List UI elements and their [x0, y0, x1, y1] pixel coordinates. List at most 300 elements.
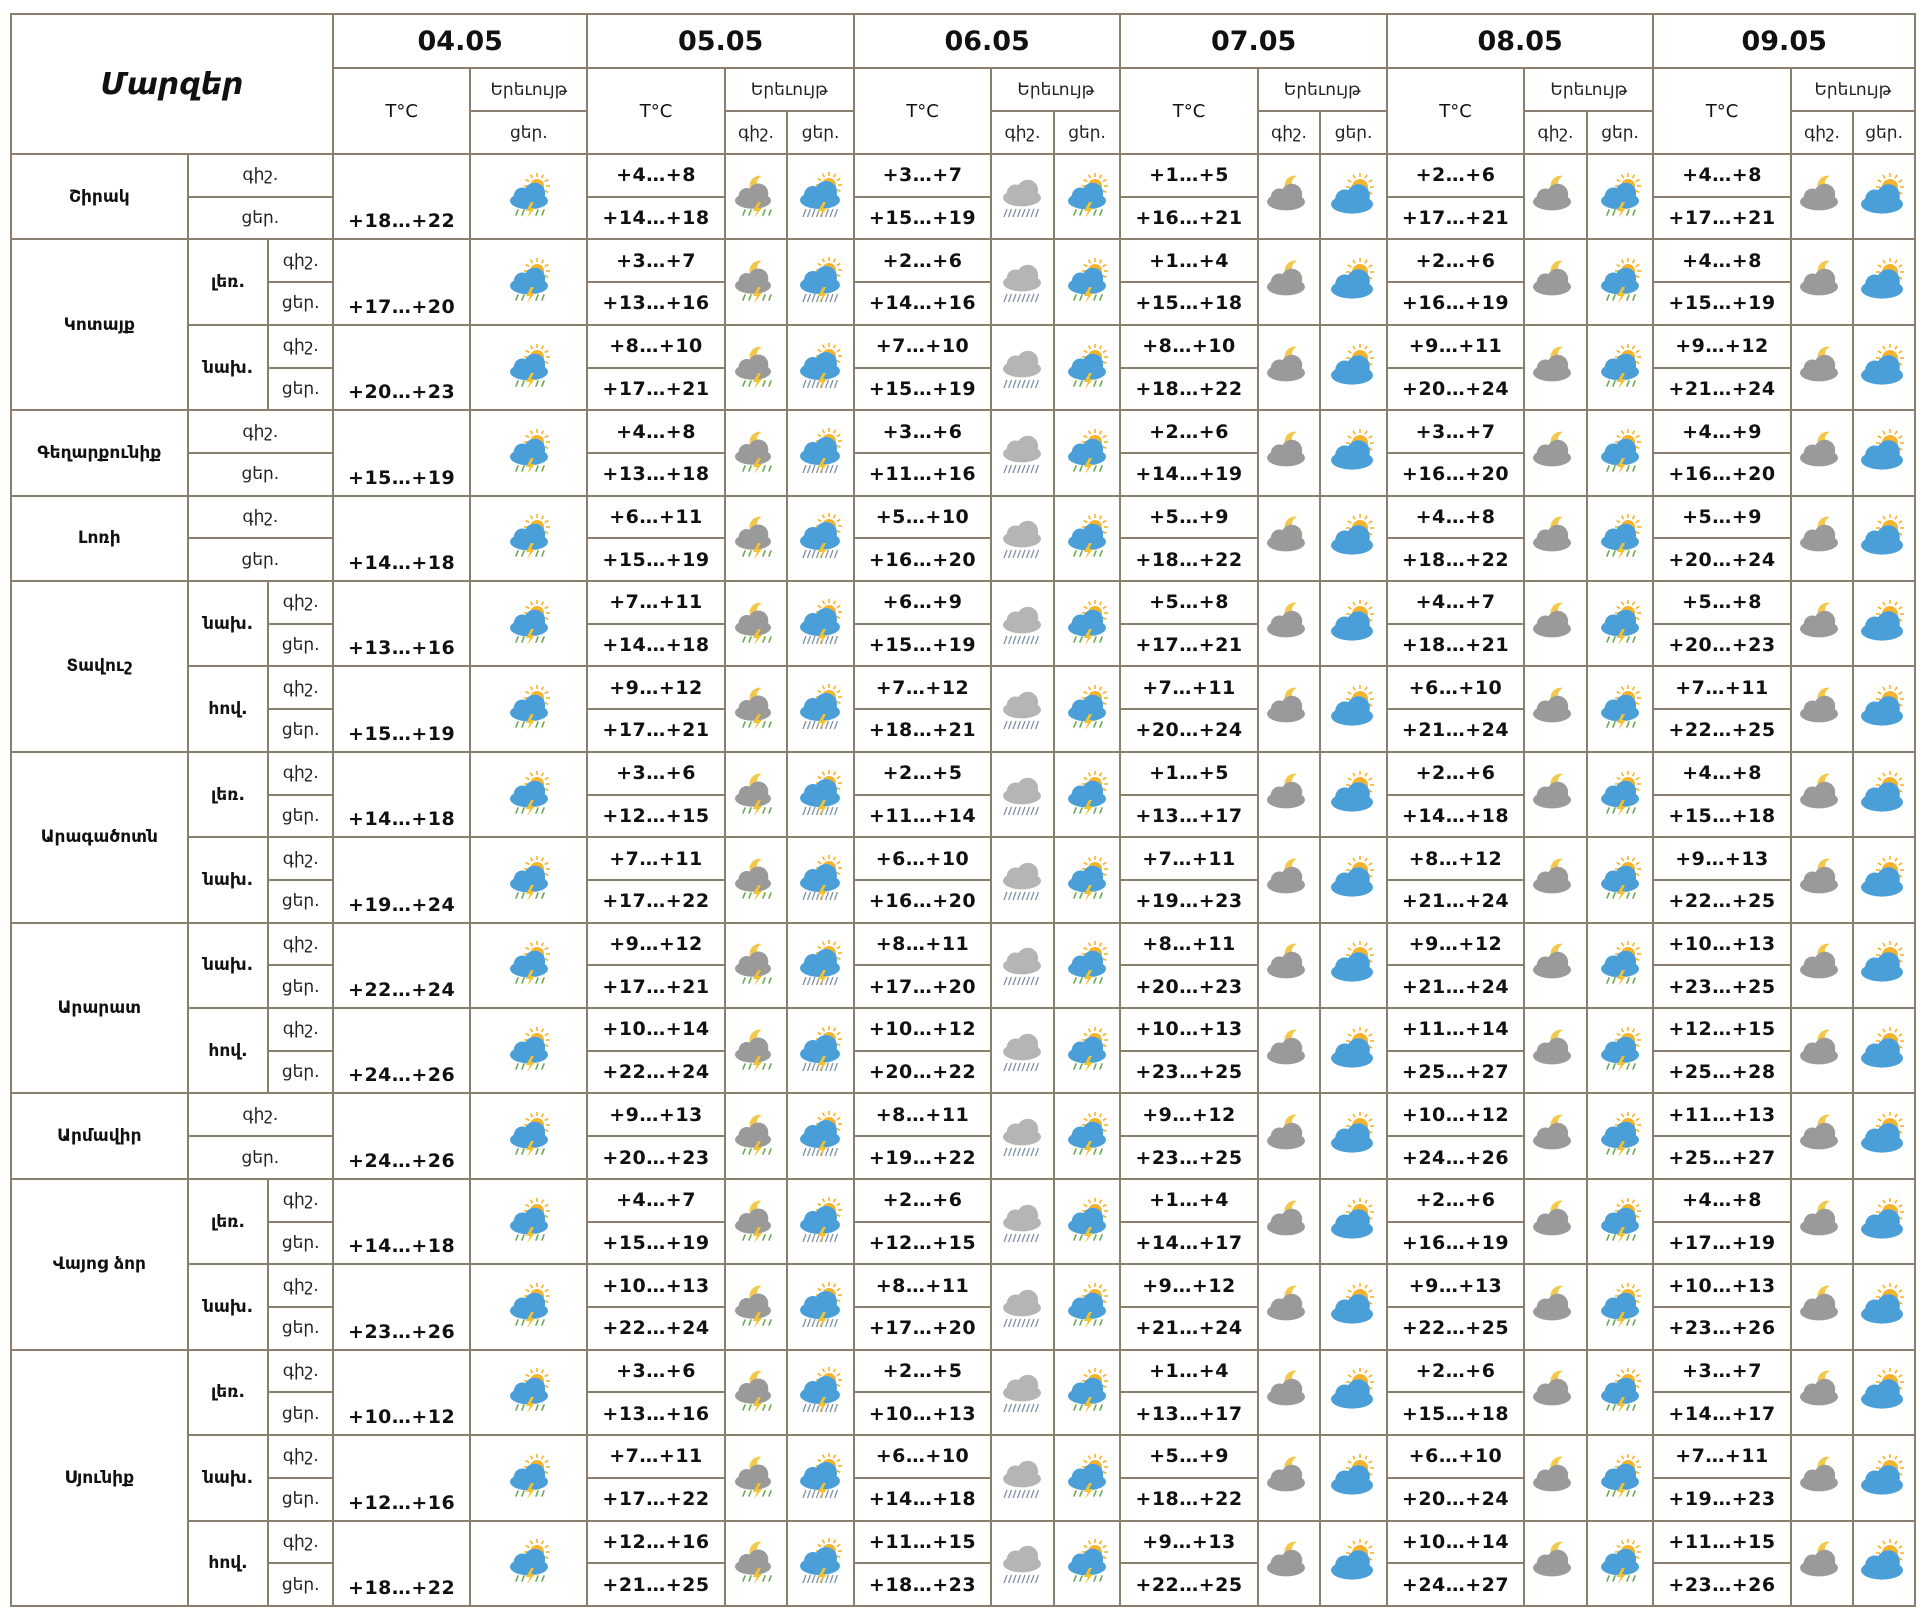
weather-icon-cell: [787, 410, 854, 495]
temperature-night: +2…+6: [1387, 239, 1524, 282]
sun-cloud-rain-thunder-icon: [471, 257, 586, 307]
temperature-night: +9…+12: [1653, 325, 1790, 368]
moon-cloud-rain-thunder-icon: [726, 1453, 787, 1503]
moon-cloud-icon: [1525, 513, 1586, 563]
moon-cloud-rain-thunder-icon: [726, 855, 787, 905]
table-row: [11, 1179, 1915, 1222]
weather-icon-cell: [991, 1350, 1054, 1435]
sun-cloud-rain-thunder-icon: [471, 1453, 586, 1503]
weather-icon-cell: [991, 154, 1054, 239]
temperature-night: +2…+6: [1387, 154, 1524, 197]
sun-cloud-icon: [1321, 1367, 1386, 1417]
cloud-rain-icon: [992, 770, 1053, 820]
night-subheader: գիշ.: [1258, 111, 1321, 154]
day-subheader: ցեր.: [1853, 111, 1915, 154]
moon-cloud-icon: [1525, 428, 1586, 478]
temperature-day1: +20…+23: [333, 325, 470, 410]
moon-cloud-rain-thunder-icon: [726, 428, 787, 478]
sun-cloud-icon: [1854, 1367, 1914, 1417]
zone-name: նախ.: [188, 837, 269, 922]
temperature-night: +3…+7: [587, 239, 724, 282]
night-label: գիշ.: [268, 1008, 333, 1051]
sun-cloud-icon: [1854, 599, 1914, 649]
temperature-day1: +14…+18: [333, 1179, 470, 1264]
weather-icon-cell: [991, 1264, 1054, 1349]
weather-icon-cell: [1791, 154, 1854, 239]
weather-icon-cell: [1524, 752, 1587, 837]
moon-cloud-icon: [1792, 1111, 1853, 1161]
sun-cloud-rain-thunder-icon: [1055, 855, 1120, 905]
temperature-day: +21…+24: [1120, 1307, 1257, 1350]
sun-cloud-rain-thunder-icon: [1588, 1026, 1653, 1076]
temperature-night: +2…+6: [1387, 752, 1524, 795]
temperature-day: +14…+19: [1120, 453, 1257, 496]
temperature-night: +2…+6: [854, 239, 991, 282]
temperature-night: +6…+10: [854, 1435, 991, 1478]
weather-icon-cell: [725, 325, 788, 410]
temperature-day: +23…+25: [1120, 1136, 1257, 1179]
moon-cloud-icon: [1525, 855, 1586, 905]
weather-icon-cell: [1587, 1179, 1654, 1264]
table-row: [11, 239, 1915, 282]
weather-icon-cell: [787, 1521, 854, 1607]
sun-cloud-rain-thunder-icon: [1588, 1197, 1653, 1247]
weather-icon-cell: [1853, 154, 1915, 239]
moon-cloud-icon: [1259, 1367, 1320, 1417]
night-label: գիշ.: [268, 1435, 333, 1478]
sun-cloud-rain-thunder-icon: [1055, 513, 1120, 563]
weather-icon-cell: [1853, 581, 1915, 666]
weather-icon-cell: [1320, 752, 1387, 837]
region-name: Շիրակ: [11, 154, 188, 239]
sun-cloud-icon: [1321, 940, 1386, 990]
moon-cloud-icon: [1525, 1367, 1586, 1417]
weather-icon-cell: [1524, 1008, 1587, 1093]
weather-icon-cell: [1258, 1521, 1321, 1607]
weather-icon-cell: [1320, 581, 1387, 666]
temperature-day: +23…+25: [1653, 965, 1790, 1008]
sun-cloud-icon: [1854, 343, 1914, 393]
moon-cloud-icon: [1525, 1453, 1586, 1503]
weather-icon-cell: [725, 752, 788, 837]
weather-icon-cell: [1258, 496, 1321, 581]
table-row: [11, 1093, 1915, 1136]
region-name: Գեղարքունիք: [11, 410, 188, 495]
temperature-night: +7…+11: [1653, 1435, 1790, 1478]
sun-cloud-heavy-rain-thunder-icon: [788, 1282, 853, 1332]
weather-icon-cell: [1258, 154, 1321, 239]
day-subheader: ցեր.: [1054, 111, 1121, 154]
weather-icon-cell: [470, 923, 587, 1008]
table-row: [11, 154, 1915, 197]
moon-cloud-icon: [1792, 1367, 1853, 1417]
weather-icon-cell: [1054, 581, 1121, 666]
temperature-night: +6…+10: [1387, 666, 1524, 709]
temperature-day: +22…+25: [1387, 1307, 1524, 1350]
weather-icon-cell: [1853, 496, 1915, 581]
weather-icon-cell: [1587, 581, 1654, 666]
weather-icon-cell: [1258, 1264, 1321, 1349]
weather-icon-cell: [1853, 1093, 1915, 1178]
sun-cloud-icon: [1321, 1538, 1386, 1588]
sun-cloud-rain-thunder-icon: [471, 1282, 586, 1332]
weather-icon-cell: [470, 1008, 587, 1093]
temperature-night: +9…+12: [1387, 923, 1524, 966]
sun-cloud-heavy-rain-thunder-icon: [788, 513, 853, 563]
weather-icon-cell: [787, 1093, 854, 1178]
temperature-night: +4…+8: [587, 410, 724, 453]
temperature-day: +22…+24: [587, 1051, 724, 1094]
weather-icon-cell: [1054, 1264, 1121, 1349]
moon-cloud-rain-thunder-icon: [726, 599, 787, 649]
temperature-night: +10…+13: [587, 1264, 724, 1307]
weather-icon-cell: [1587, 1093, 1654, 1178]
phenomenon-header: Երեւույթ: [991, 68, 1120, 111]
temperature-night: +8…+11: [854, 1093, 991, 1136]
temperature-day: +15…+19: [854, 197, 991, 240]
night-label: գիշ.: [268, 837, 333, 880]
temperature-day: +13…+18: [587, 453, 724, 496]
day-label: ցեր.: [268, 1392, 333, 1435]
temperature-night: +9…+12: [587, 923, 724, 966]
temperature-night: +1…+4: [1120, 1350, 1257, 1393]
region-name: Արմավիր: [11, 1093, 188, 1178]
sun-cloud-icon: [1321, 855, 1386, 905]
weather-icon-cell: [787, 581, 854, 666]
temperature-night: +7…+11: [1120, 837, 1257, 880]
temperature-day: +20…+23: [587, 1136, 724, 1179]
temperature-day: +17…+19: [1653, 1222, 1790, 1265]
moon-cloud-rain-thunder-icon: [726, 1282, 787, 1332]
moon-cloud-icon: [1792, 1197, 1853, 1247]
temperature-night: +9…+12: [1120, 1264, 1257, 1307]
weather-icon-cell: [1587, 239, 1654, 324]
day-subheader: ցեր.: [787, 111, 854, 154]
region-name: Լոռի: [11, 496, 188, 581]
sun-cloud-heavy-rain-thunder-icon: [788, 257, 853, 307]
sun-cloud-rain-thunder-icon: [1588, 1453, 1653, 1503]
weather-icon-cell: [1320, 154, 1387, 239]
weather-icon-cell: [1320, 1264, 1387, 1349]
temperature-night: +7…+11: [1120, 666, 1257, 709]
cloud-rain-icon: [992, 1111, 1053, 1161]
date-header: 06.05: [854, 14, 1121, 68]
zone-name: լեռ.: [188, 1350, 269, 1435]
weather-icon-cell: [1320, 1521, 1387, 1607]
temperature-day: +14…+18: [1387, 795, 1524, 838]
temperature-day: +14…+17: [1120, 1222, 1257, 1265]
weather-icon-cell: [1587, 923, 1654, 1008]
night-label: գիշ.: [268, 581, 333, 624]
temperature-day1: +15…+19: [333, 666, 470, 751]
sun-cloud-icon: [1321, 1026, 1386, 1076]
weather-icon-cell: [1587, 325, 1654, 410]
temperature-night: +8…+10: [1120, 325, 1257, 368]
sun-cloud-rain-thunder-icon: [471, 428, 586, 478]
temperature-night: +2…+6: [854, 1179, 991, 1222]
temperature-day1: +10…+12: [333, 1350, 470, 1435]
weather-icon-cell: [725, 1350, 788, 1435]
temperature-day: +15…+18: [1653, 795, 1790, 838]
moon-cloud-icon: [1259, 684, 1320, 734]
weather-icon-cell: [991, 325, 1054, 410]
moon-cloud-icon: [1525, 599, 1586, 649]
weather-icon-cell: [1054, 154, 1121, 239]
sun-cloud-heavy-rain-thunder-icon: [788, 1538, 853, 1588]
temperature-night: +8…+10: [587, 325, 724, 368]
weather-icon-cell: [470, 1435, 587, 1520]
phenomenon-header: Երեւույթ: [1791, 68, 1915, 111]
moon-cloud-icon: [1259, 257, 1320, 307]
night-label: գիշ.: [268, 325, 333, 368]
zone-name: նախ.: [188, 1264, 269, 1349]
weather-icon-cell: [1524, 1264, 1587, 1349]
weather-icon-cell: [1791, 239, 1854, 324]
weather-icon-cell: [1258, 837, 1321, 922]
moon-cloud-rain-thunder-icon: [726, 1367, 787, 1417]
moon-cloud-icon: [1525, 172, 1586, 222]
sun-cloud-heavy-rain-thunder-icon: [788, 684, 853, 734]
weather-icon-cell: [1258, 1008, 1321, 1093]
sun-cloud-rain-thunder-icon: [471, 513, 586, 563]
day-subheader: ցեր.: [470, 111, 587, 154]
weather-icon-cell: [1791, 752, 1854, 837]
date-header: 08.05: [1387, 14, 1654, 68]
temperature-day: +16…+20: [854, 880, 991, 923]
temperature-night: +8…+11: [854, 1264, 991, 1307]
weather-icon-cell: [1524, 496, 1587, 581]
temperature-day: +16…+19: [1387, 1222, 1524, 1265]
weather-icon-cell: [1853, 837, 1915, 922]
weather-icon-cell: [1320, 666, 1387, 751]
weather-icon-cell: [1587, 1008, 1654, 1093]
cloud-rain-icon: [992, 684, 1053, 734]
weather-icon-cell: [1791, 1008, 1854, 1093]
weather-icon-cell: [1524, 1093, 1587, 1178]
temperature-day: +18…+21: [1387, 624, 1524, 667]
sun-cloud-rain-thunder-icon: [1055, 257, 1120, 307]
day-label: ցեր.: [268, 965, 333, 1008]
moon-cloud-icon: [1525, 1197, 1586, 1247]
temperature-day: +18…+22: [1387, 538, 1524, 581]
weather-icon-cell: [1054, 666, 1121, 751]
weather-icon-cell: [725, 154, 788, 239]
day-label: ցեր.: [268, 1051, 333, 1094]
temperature-night: +7…+11: [1653, 666, 1790, 709]
weather-icon-cell: [1258, 1435, 1321, 1520]
weather-icon-cell: [1587, 1435, 1654, 1520]
weather-icon-cell: [1524, 410, 1587, 495]
temperature-day: +20…+24: [1653, 538, 1790, 581]
night-subheader: գիշ.: [1791, 111, 1854, 154]
temperature-day1: +13…+16: [333, 581, 470, 666]
weather-icon-cell: [725, 837, 788, 922]
weather-icon-cell: [1587, 1350, 1654, 1435]
table-row: [11, 1350, 1915, 1393]
temperature-night: +1…+5: [1120, 752, 1257, 795]
temperature-day1: +17…+20: [333, 239, 470, 324]
sun-cloud-rain-thunder-icon: [471, 1026, 586, 1076]
moon-cloud-icon: [1259, 513, 1320, 563]
sun-cloud-heavy-rain-thunder-icon: [788, 770, 853, 820]
sun-cloud-heavy-rain-thunder-icon: [788, 1367, 853, 1417]
temperature-day: +25…+27: [1387, 1051, 1524, 1094]
temperature-night: +5…+9: [1120, 496, 1257, 539]
weather-icon-cell: [1524, 1179, 1587, 1264]
temperature-day: +11…+16: [854, 453, 991, 496]
temperature-day: +15…+19: [854, 624, 991, 667]
weather-icon-cell: [470, 1093, 587, 1178]
moon-cloud-icon: [1259, 1453, 1320, 1503]
temperature-night: +10…+12: [854, 1008, 991, 1051]
night-label: գիշ.: [188, 154, 333, 197]
sun-cloud-icon: [1854, 855, 1914, 905]
temperature-night: +2…+5: [854, 752, 991, 795]
weather-icon-cell: [725, 410, 788, 495]
sun-cloud-rain-thunder-icon: [1055, 343, 1120, 393]
temperature-night: +6…+10: [854, 837, 991, 880]
phenomenon-header: Երեւույթ: [470, 68, 587, 111]
temperature-day: +22…+25: [1653, 880, 1790, 923]
temperature-night: +7…+11: [587, 581, 724, 624]
weather-icon-cell: [1054, 1093, 1121, 1178]
temperature-night: +2…+6: [1120, 410, 1257, 453]
moon-cloud-rain-thunder-icon: [726, 1197, 787, 1247]
temperature-day: +16…+21: [1120, 197, 1257, 240]
weather-icon-cell: [787, 154, 854, 239]
temperature-night: +3…+6: [587, 752, 724, 795]
weather-icon-cell: [1524, 1521, 1587, 1607]
moon-cloud-icon: [1259, 770, 1320, 820]
weather-icon-cell: [470, 666, 587, 751]
weather-icon-cell: [725, 1264, 788, 1349]
temperature-night: +3…+6: [587, 1350, 724, 1393]
moon-cloud-icon: [1792, 684, 1853, 734]
temperature-day: +24…+26: [1387, 1136, 1524, 1179]
sun-cloud-heavy-rain-thunder-icon: [788, 428, 853, 478]
temperature-day: +15…+19: [1653, 282, 1790, 325]
sun-cloud-rain-thunder-icon: [471, 172, 586, 222]
temperature-day: +20…+24: [1120, 709, 1257, 752]
weather-icon-cell: [1054, 1435, 1121, 1520]
temperature-night: +11…+13: [1653, 1093, 1790, 1136]
temperature-day: +11…+14: [854, 795, 991, 838]
sun-cloud-icon: [1854, 172, 1914, 222]
temperature-day: +22…+24: [587, 1307, 724, 1350]
temperature-day1: +12…+16: [333, 1435, 470, 1520]
temperature-night: +7…+10: [854, 325, 991, 368]
moon-cloud-icon: [1792, 1026, 1853, 1076]
temperature-header: T°C: [1120, 68, 1257, 154]
sun-cloud-rain-thunder-icon: [1588, 770, 1653, 820]
day-label: ցեր.: [188, 197, 333, 240]
weather-icon-cell: [1791, 1521, 1854, 1607]
temperature-day: +15…+19: [587, 1222, 724, 1265]
moon-cloud-rain-thunder-icon: [726, 1111, 787, 1161]
table-row: [11, 325, 1915, 368]
temperature-day: +17…+21: [1387, 197, 1524, 240]
weather-icon-cell: [1791, 837, 1854, 922]
weather-icon-cell: [1587, 837, 1654, 922]
sun-cloud-rain-thunder-icon: [1588, 257, 1653, 307]
table-row: [11, 1008, 1915, 1051]
temperature-night: +4…+9: [1653, 410, 1790, 453]
day-label: ցեր.: [268, 368, 333, 411]
weather-icon-cell: [1587, 154, 1654, 239]
moon-cloud-icon: [1792, 599, 1853, 649]
cloud-rain-icon: [992, 940, 1053, 990]
temperature-night: +6…+11: [587, 496, 724, 539]
day-label: ցեր.: [268, 1307, 333, 1350]
moon-cloud-icon: [1792, 770, 1853, 820]
weather-icon-cell: [1320, 1093, 1387, 1178]
region-name: Կոտայք: [11, 239, 188, 410]
temperature-night: +4…+7: [1387, 581, 1524, 624]
sun-cloud-icon: [1321, 513, 1386, 563]
weather-icon-cell: [1320, 496, 1387, 581]
sun-cloud-rain-thunder-icon: [1588, 1367, 1653, 1417]
weather-icon-cell: [1258, 239, 1321, 324]
temperature-day: +20…+23: [1653, 624, 1790, 667]
temperature-night: +4…+8: [587, 154, 724, 197]
temperature-day: +17…+22: [587, 1478, 724, 1521]
weather-icon-cell: [991, 1179, 1054, 1264]
temperature-day1: +18…+22: [333, 1521, 470, 1607]
weather-icon-cell: [470, 239, 587, 324]
temperature-night: +10…+13: [1120, 1008, 1257, 1051]
weather-icon-cell: [787, 1179, 854, 1264]
temperature-day: +22…+25: [1120, 1563, 1257, 1606]
moon-cloud-icon: [1259, 940, 1320, 990]
cloud-rain-icon: [992, 257, 1053, 307]
day-label: ցեր.: [268, 880, 333, 923]
weather-icon-cell: [725, 1179, 788, 1264]
weather-icon-cell: [1791, 410, 1854, 495]
weather-icon-cell: [1054, 923, 1121, 1008]
table-row: [11, 923, 1915, 966]
weather-icon-cell: [1320, 923, 1387, 1008]
weather-icon-cell: [1320, 1350, 1387, 1435]
sun-cloud-heavy-rain-thunder-icon: [788, 343, 853, 393]
table-row: [11, 752, 1915, 795]
temperature-day: +16…+20: [854, 538, 991, 581]
weather-icon-cell: [1524, 1435, 1587, 1520]
temperature-day: +21…+24: [1387, 709, 1524, 752]
sun-cloud-rain-thunder-icon: [1588, 855, 1653, 905]
weather-icon-cell: [787, 1264, 854, 1349]
weather-icon-cell: [1258, 581, 1321, 666]
temperature-day: +14…+18: [587, 197, 724, 240]
sun-cloud-rain-thunder-icon: [471, 940, 586, 990]
temperature-day: +17…+21: [587, 709, 724, 752]
weather-icon-cell: [1791, 923, 1854, 1008]
temperature-day1: +19…+24: [333, 837, 470, 922]
temperature-day: +20…+22: [854, 1051, 991, 1094]
day-label: ցեր.: [268, 1222, 333, 1265]
cloud-rain-icon: [992, 855, 1053, 905]
weather-icon-cell: [1258, 666, 1321, 751]
sun-cloud-icon: [1321, 599, 1386, 649]
weather-icon-cell: [470, 837, 587, 922]
weather-icon-cell: [1054, 325, 1121, 410]
weather-icon-cell: [725, 1435, 788, 1520]
weather-icon-cell: [1054, 752, 1121, 837]
day-subheader: ցեր.: [1587, 111, 1654, 154]
day-label: ցեր.: [268, 709, 333, 752]
temperature-night: +9…+13: [1120, 1521, 1257, 1564]
weather-icon-cell: [787, 1008, 854, 1093]
table-row: [11, 581, 1915, 624]
